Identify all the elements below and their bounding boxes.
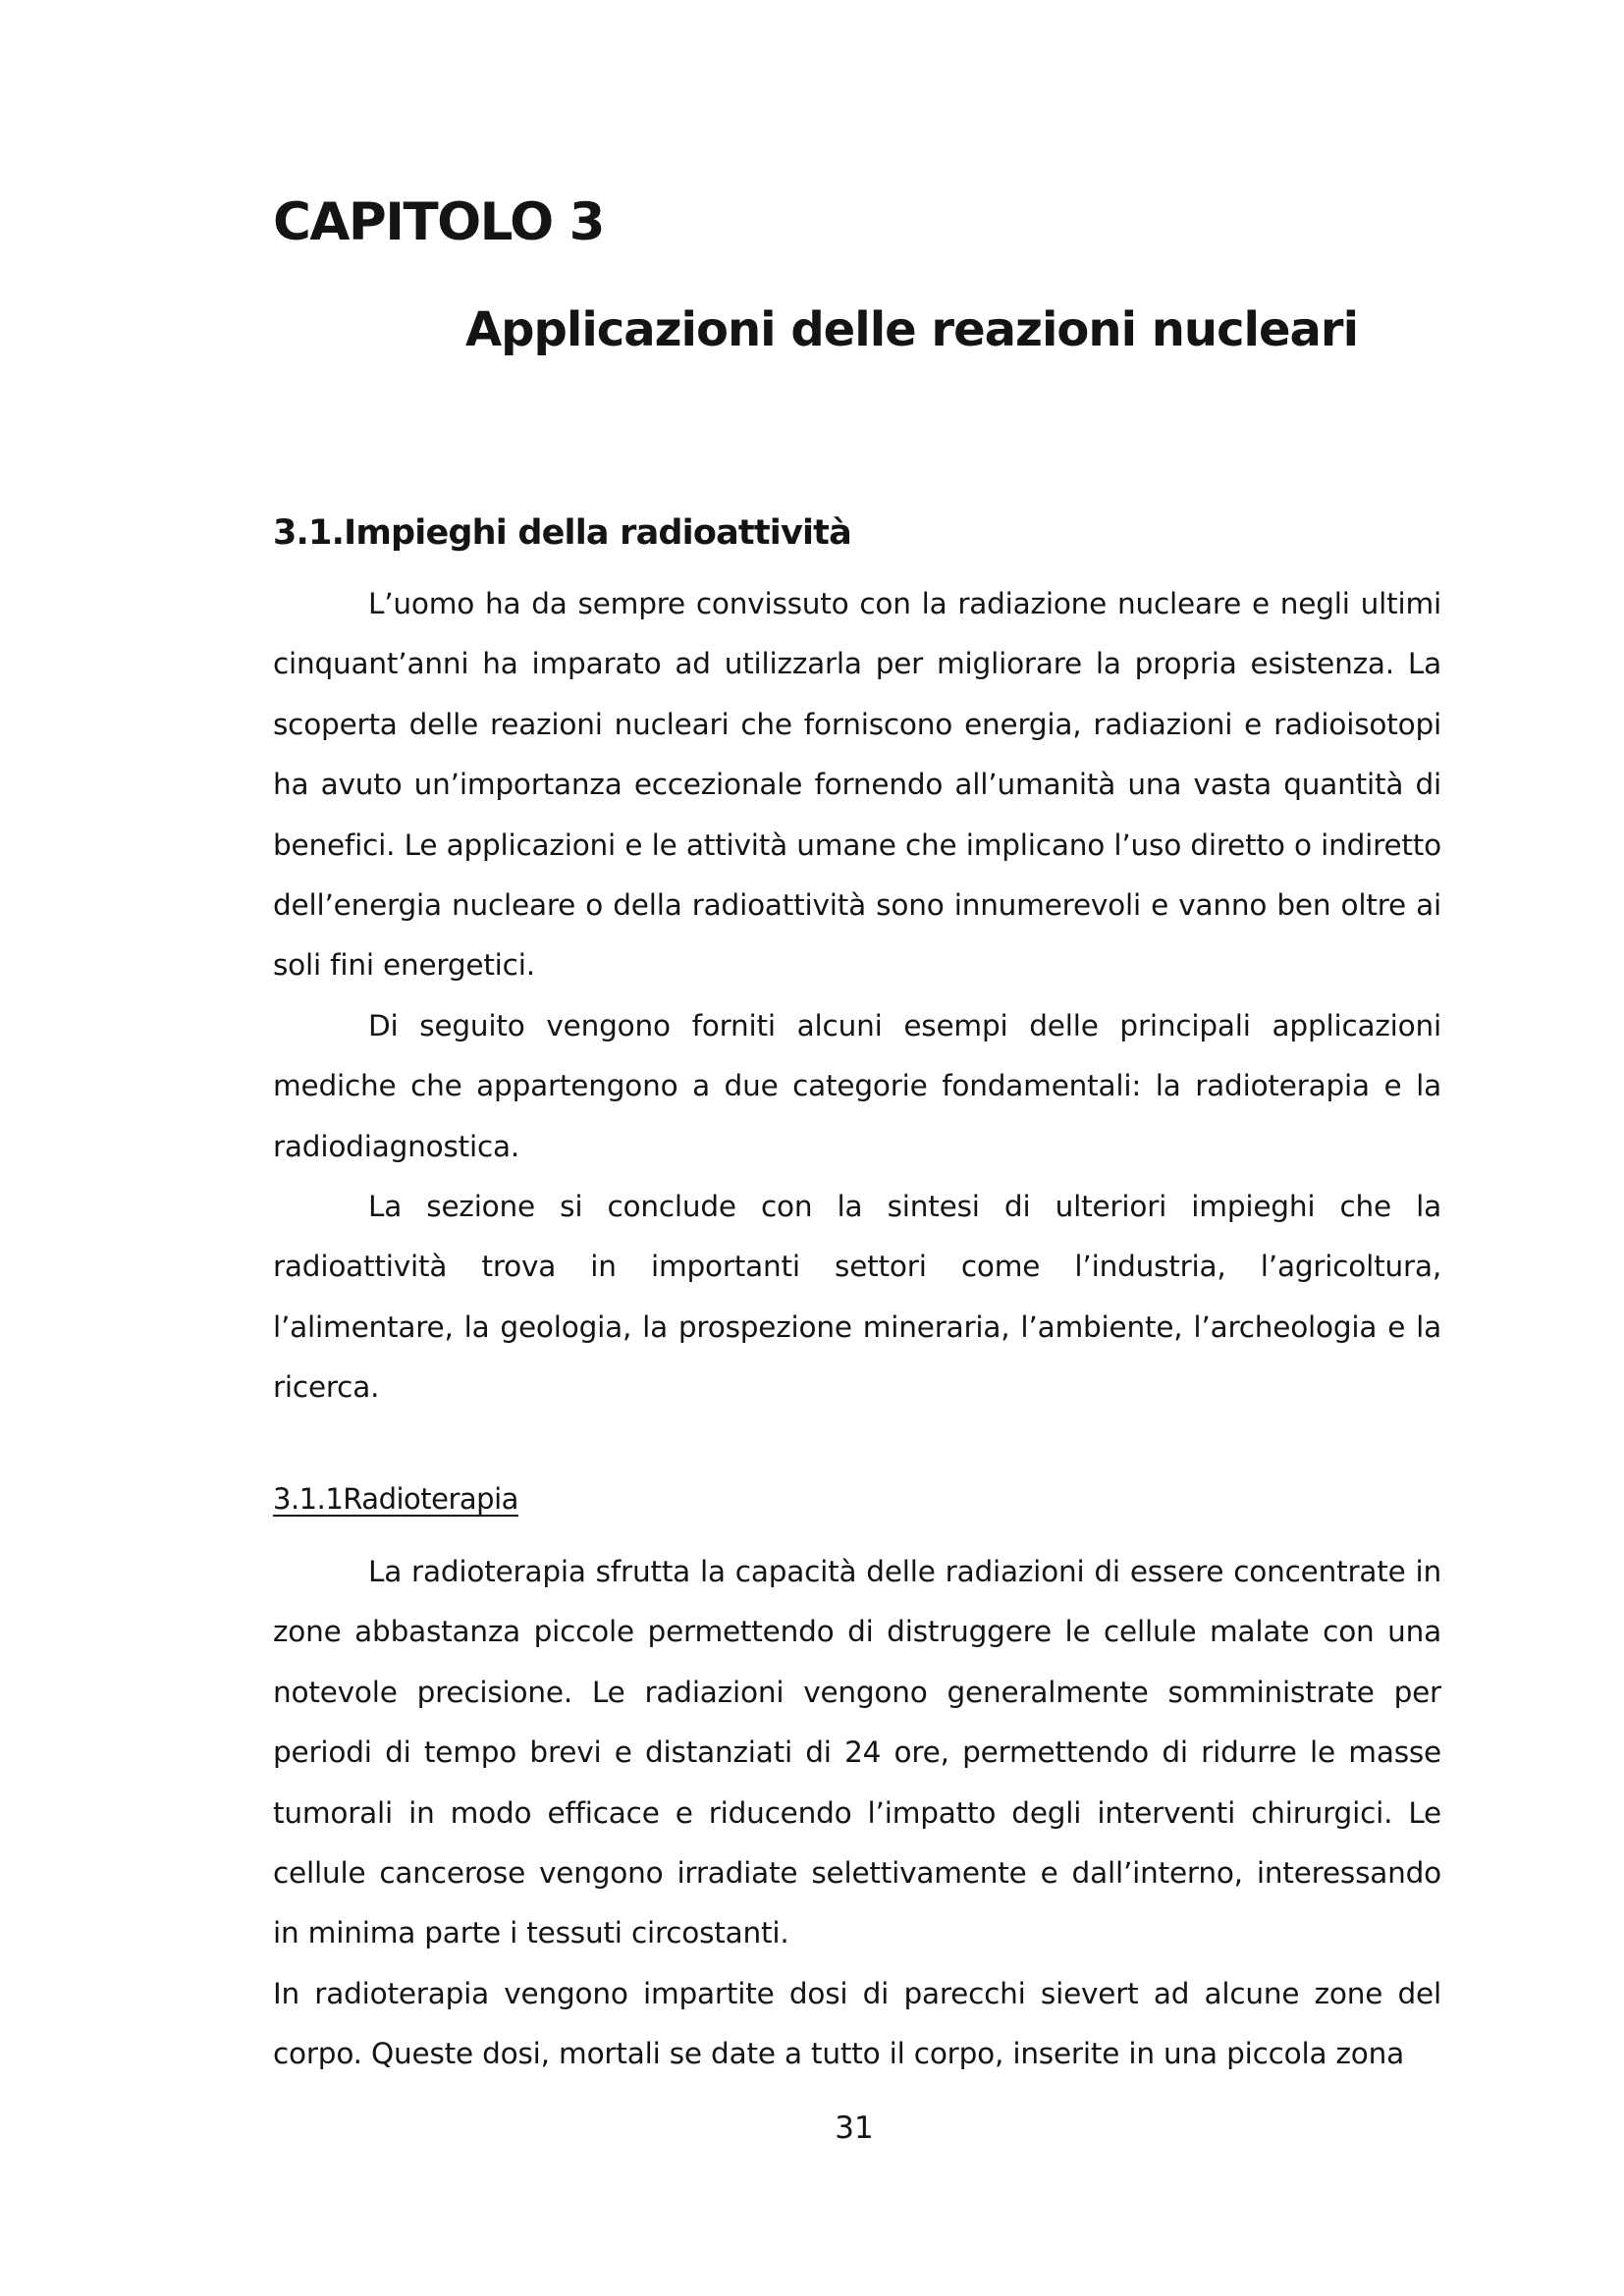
chapter-label: CAPITOLO 3 <box>273 192 604 252</box>
paragraph: La radioterapia sfrutta la capacità delle radiazioni di essere concentrate in zone abbastanza piccole permettendo di distruggere le cellule malate con una notevole precisione. Le radiazioni vengono generalmente somministrate per periodi di tempo brevi e distanziati di 24 ore, permettendo di ridurre le masse tumorali in modo efficace e riducendo l’impatto degli interventi chirurgici. Le cellule cancerose vengono irradiate selettivamente e dall’interno, interessando in minima parte i tessuti circostanti. <box>273 1555 1441 1950</box>
paragraph: Di seguito vengono forniti alcuni esempi delle principali applicazioni mediche che appartengono a due categorie fondamentali: la radioterapia e la radiodiagnostica. <box>273 1008 1441 1163</box>
chapter-title: Applicazioni delle reazioni nucleari <box>465 302 1359 357</box>
subsection-heading: 3.1.1Radioterapia <box>273 1482 518 1516</box>
paragraph: In radioterapia vengono impartite dosi di parecchi sievert ad alcune zone del corpo. Queste dosi, mortali se date a tutto il corpo, inserite in una piccola zona <box>273 1976 1441 2071</box>
subsection-body <box>273 1542 1441 2085</box>
page-number: 31 <box>835 2110 874 2146</box>
paragraph: La sezione si conclude con la sintesi di ulteriori impieghi che la radioattività trova in importanti settori come l’industria, l’agricoltura, l’alimentare, la geologia, la prospezione mineraria, l’ambiente, l’archeologia e la ricerca. <box>273 1190 1441 1405</box>
section-heading: 3.1.Impieghi della radioattività <box>273 513 851 553</box>
paragraph: L’uomo ha da sempre convissuto con la radiazione nucleare e negli ultimi cinquant’anni ha imparato ad utilizzarla per migliorare la propria esistenza. La scoperta delle reazioni nucleari che forniscono energia, radiazioni e radioisotopi ha avuto un’importanza eccezionale fornendo all’umanità una vasta quantità di benefici. Le applicazioni e le attività umane che implicano l’uso diretto o indiretto dell’energia nucleare o della radioattività sono innumerevoli e vanno ben oltre ai soli fini energetici. <box>273 587 1441 983</box>
section-body <box>273 574 1441 1418</box>
